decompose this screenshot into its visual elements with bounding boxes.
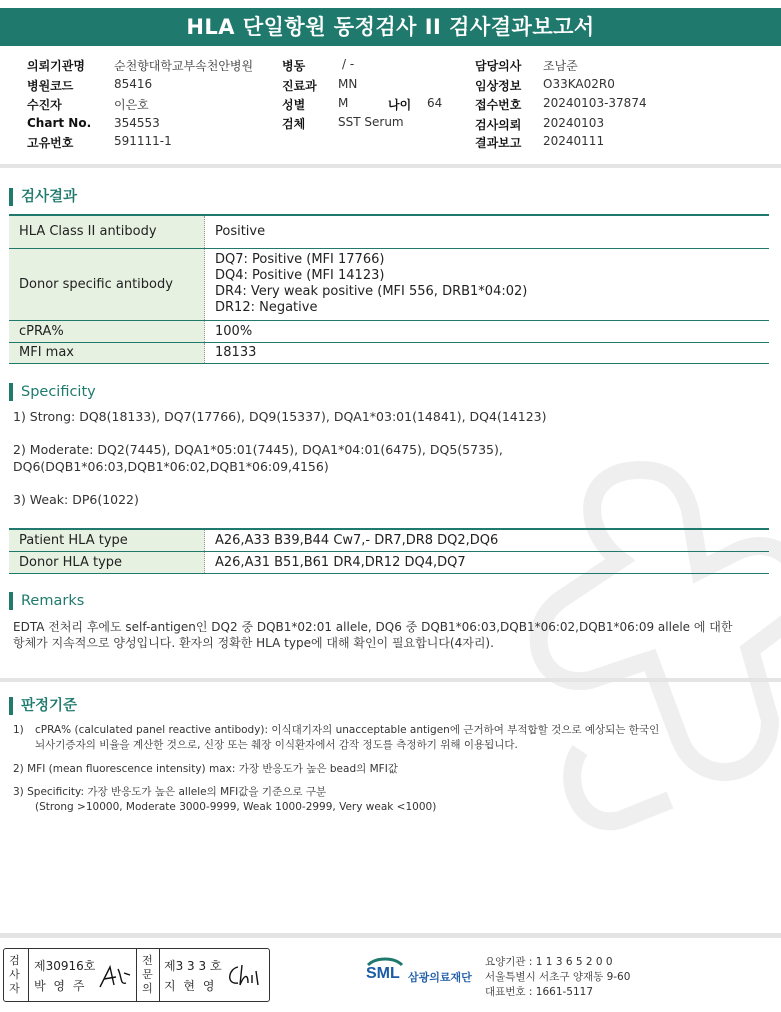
dsa-line: DQ7: Positive (MFI 17766)	[215, 252, 385, 267]
reviewer-name: 지 현 영	[164, 979, 217, 993]
age-value: 64	[427, 96, 443, 110]
specimen-label: 검체	[282, 117, 306, 131]
patient-label: 수진자	[27, 98, 62, 112]
result-value: Positive	[215, 224, 266, 240]
report-date-value: 20240111	[543, 134, 605, 148]
reviewer-license: 제3 3 3 호	[164, 959, 222, 973]
criteria-3-cont: (Strong >10000, Moderate 3000-9999, Weak 1000-2999, Very weak <1000)	[35, 801, 437, 813]
dept-label: 진료과	[282, 79, 317, 93]
doctor-label: 담당의사	[475, 59, 522, 73]
section-divider	[0, 164, 781, 168]
signature-box	[3, 948, 270, 1002]
request-value: 20240103	[543, 116, 605, 130]
tester-license: 제30916호	[34, 959, 96, 973]
remarks-heading: Remarks	[9, 592, 84, 610]
hospital-code-label: 병원코드	[27, 79, 74, 93]
table-row	[9, 320, 769, 342]
ward-value: / -	[342, 57, 355, 71]
table-row	[9, 342, 769, 363]
result-value: 18133	[215, 345, 257, 360]
table-row	[9, 551, 769, 573]
specificity-moderate: 2) Moderate: DQ2(7445), DQA1*05:01(7445), DQA1*04:01(6475), DQ5(5735),	[13, 442, 503, 457]
patient-info-block	[0, 52, 781, 164]
org-logo	[364, 955, 484, 999]
criteria-2: 2) MFI (mean fluorescence intensity) max: 가장 반응도가 높은 bead의 MFI값	[13, 763, 398, 775]
request-label: 검사의뢰	[475, 118, 522, 132]
dept-value: MN	[338, 77, 358, 91]
institution-label: 의뢰기관명	[27, 59, 85, 73]
age-label: 나이	[388, 98, 412, 112]
section-divider	[0, 678, 781, 682]
chart-value: 354553	[114, 116, 160, 130]
hla-type-table	[9, 528, 769, 574]
tester-vertical-label: 검사자	[9, 954, 20, 995]
chart-label: Chart No.	[27, 116, 92, 130]
criteria-1: cPRA% (calculated panel reactive antibody): 이식대기자의 unacceptable antigen에 근거하여 부적합할 것으로 예상되는 한국인	[35, 724, 660, 736]
unique-no-label: 고유번호	[27, 136, 74, 150]
donor-hla-value: A26,A31 B51,B61 DR4,DR12 DQ4,DQ7	[215, 554, 466, 570]
clinical-value: O33KA02R0	[543, 77, 615, 91]
results-table	[9, 214, 769, 364]
table-row	[9, 248, 769, 320]
sex-value: M	[338, 96, 349, 110]
report-title: HLA 단일항원 동정검사 II 검사결과보고서	[0, 8, 781, 46]
table-row	[9, 215, 769, 248]
specimen-value: SST Serum	[338, 115, 404, 129]
criteria-heading: 판정기준	[9, 697, 77, 715]
signbox-separator	[159, 949, 160, 1001]
result-key: cPRA%	[9, 320, 205, 342]
patient-hla-value: A26,A33 B39,B44 Cw7,- DR7,DR8 DQ2,DQ6	[215, 532, 499, 548]
org-name: 삼광의료재단	[408, 971, 472, 984]
patient-value: 이은호	[114, 98, 149, 112]
org-phone: 대표번호 : 1661-5117	[485, 986, 594, 998]
sex-label: 성별	[282, 98, 306, 112]
donor-hla-label: Donor HLA type	[9, 551, 205, 573]
clinical-label: 임상정보	[475, 79, 522, 93]
specificity-strong: 1) Strong: DQ8(18133), DQ7(17766), DQ9(15337), DQA1*03:01(14841), DQ4(14123)	[13, 409, 547, 424]
result-value	[205, 248, 770, 320]
dsa-line: DR12: Negative	[215, 300, 318, 315]
hospital-code-value: 85416	[114, 77, 153, 91]
report-date-label: 결과보고	[475, 136, 522, 150]
signbox-separator	[136, 949, 137, 1001]
specificity-moderate-cont: DQ6(DQB1*06:03,DQB1*06:02,DQB1*06:09,4156)	[13, 459, 329, 474]
reviewer-signature	[224, 961, 264, 991]
patient-hla-label: Patient HLA type	[9, 529, 205, 551]
tester-signature	[96, 963, 132, 991]
result-key: Donor specific antibody	[9, 248, 205, 320]
dsa-line: DR4: Very weak positive (MFI 556, DRB1*04:02)	[215, 284, 528, 299]
remarks-line: 항체가 지속적으로 양성입니다. 환자의 정확한 HLA type에 대해 확인이 필요합니다(4자리).	[13, 636, 494, 650]
reviewer-vertical-label: 전문의	[142, 954, 153, 995]
result-key: MFI max	[9, 342, 205, 363]
result-value: 100%	[215, 323, 253, 339]
table-row	[9, 529, 769, 551]
specificity-weak: 3) Weak: DP6(1022)	[13, 492, 139, 507]
unique-no-value: 591111-1	[114, 134, 172, 148]
criteria-1-cont: 뇌사기증자의 비율을 계산한 것으로, 신장 또는 췌장 이식환자에서 감작 정도를 측정하기 위해 이용됩니다.	[35, 739, 518, 751]
criteria-3: 3) Specificity: 가장 반응도가 높은 allele의 MFI값을 기준으로 구분	[13, 786, 327, 798]
results-heading: 검사결과	[9, 188, 77, 206]
result-key: HLA Class II antibody	[9, 215, 205, 248]
logo-text: SML	[366, 965, 400, 982]
doctor-value: 조남준	[543, 59, 578, 73]
tester-name: 박 영 주	[34, 979, 87, 993]
ward-label: 병동	[282, 59, 306, 73]
receipt-label: 접수번호	[475, 98, 522, 112]
dsa-line: DQ4: Positive (MFI 14123)	[215, 268, 385, 283]
org-address: 서울특별시 서초구 양재동 9-60	[485, 971, 631, 983]
criteria-1-num: 1)	[13, 724, 24, 736]
institution-value: 순천향대학교부속천안병원	[114, 59, 254, 73]
cross-watermark-icon	[520, 450, 781, 870]
specificity-heading: Specificity	[9, 383, 96, 401]
remarks-line: EDTA 전처리 후에도 self-antigen인 DQ2 중 DQB1*02:01 allele, DQ6 중 DQB1*06:03,DQB1*06:02,DQB1*06:09 allele 에 대한	[13, 620, 733, 634]
signbox-separator	[28, 949, 29, 1001]
receipt-value: 20240103-37874	[543, 96, 647, 110]
care-institution-no: 요양기관 : 1 1 3 6 5 2 0 0	[485, 956, 613, 968]
